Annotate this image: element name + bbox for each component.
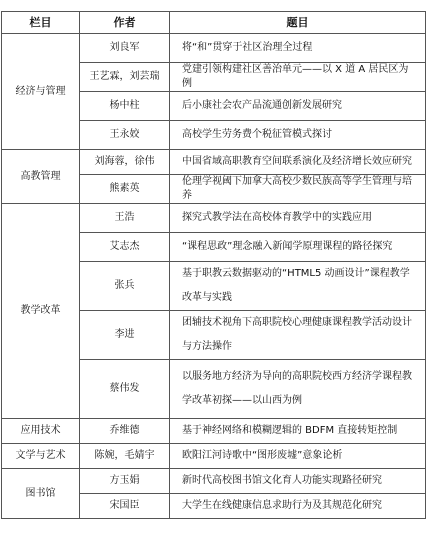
title-cell: 将“和”贯穿于社区治理全过程 [170,34,426,63]
section-name: 高教管理 [2,150,80,204]
title-cell: 团辅技术视角下高职院校心理健康课程教学活动设计与方法操作 [182,317,412,352]
author-cell: 张兵 [80,262,170,311]
header-column: 栏目 [2,12,80,34]
title-cell: 以服务地方经济为导向的高职院校西方经济学课程教学改革初探——以山西为例 [182,371,412,406]
author-cell: 王艺霖，刘芸瑞 [80,63,170,92]
section-name: 教学改革 [2,204,80,419]
author-cell: 乔维德 [80,419,170,444]
table-row [2,204,426,233]
header-author: 作者 [80,12,170,34]
title-cell: 中国省域高职教育空间联系演化及经济增长效应研究 [170,150,426,175]
title-cell: 探究式教学法在高校体育教学中的实践应用 [170,204,426,233]
table-row [2,469,426,494]
author-cell: 杨中柱 [80,92,170,121]
section-name: 应用技术 [2,419,80,444]
title-cell: 大学生在线健康信息求助行为及其规范化研究 [170,494,426,519]
author-cell: 李进 [80,311,170,360]
title-cell: 后小康社会农产品流通创新发展研究 [170,92,426,121]
author-cell: 方玉娟 [80,469,170,494]
author-cell: 王永姣 [80,121,170,150]
author-cell: 宋国臣 [80,494,170,519]
header-title: 题目 [170,12,426,34]
table-row [2,150,426,175]
author-cell: 艾志杰 [80,233,170,262]
title-cell: 伦理学视阈下加拿大高校少数民族高等学生管理与培养 [170,175,426,204]
title-cell: 基于神经网络和模糊逻辑的 BDFM 直接转矩控制 [170,419,426,444]
author-cell: 蔡伟发 [80,360,170,419]
title-cell: 基于职教云数据驱动的“HTML5 动画设计”课程教学改革与实践 [182,268,410,303]
title-cell: 党建引领构建社区善治单元——以 X 道 A 居民区为例 [170,63,426,92]
author-cell: 刘良军 [80,34,170,63]
section-name: 经济与管理 [2,34,80,150]
title-cell: 高校学生劳务费个税征管模式探讨 [170,121,426,150]
table-row [2,34,426,63]
title-cell: “课程思政”理念融入新闻学原理课程的路径探究 [170,233,426,262]
section-name: 图书馆 [2,469,80,519]
title-cell: 欧阳江河诗歌中“图形废墟”意象论析 [170,444,426,469]
author-cell: 王浩 [80,204,170,233]
table-row [2,444,426,469]
author-cell: 熊素英 [80,175,170,204]
title-cell: 新时代高校图书馆文化育人功能实现路径研究 [170,469,426,494]
author-cell: 陈婉，毛婧宇 [80,444,170,469]
author-cell: 刘海蓉，徐伟 [80,150,170,175]
header-row [2,12,426,34]
contents-table [1,11,426,519]
section-name: 文学与艺术 [2,444,80,469]
table-row [2,419,426,444]
